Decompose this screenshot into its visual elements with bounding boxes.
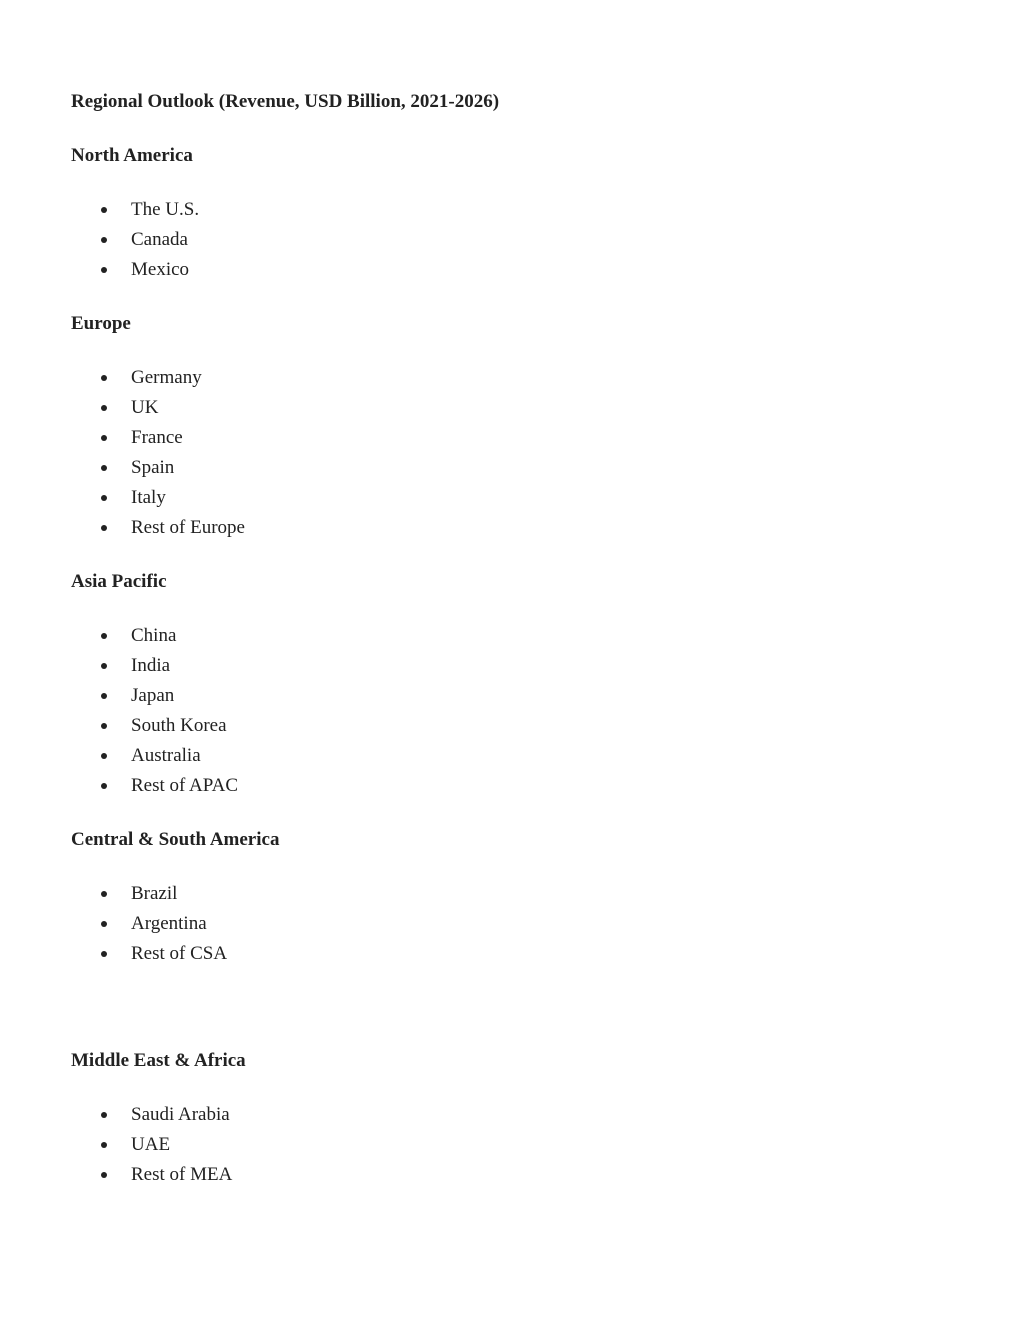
bullet-icon [101,435,107,441]
section-heading-europe: Europe [71,313,131,334]
document-page: Regional Outlook (Revenue, USD Billion, 2021-2026) North America The U.S. Canada Mexico Europe Germany UK France Spain Italy Rest of Europe Asia Pacific China India Japan South Korea Australia Rest of APAC Central & South America Brazil Argentina Rest of CSA Middle East & Africa Saudi Arabia UAE Rest of MEA [71,91,500,1185]
bullet-icon [101,783,107,789]
bullet-icon [101,1142,107,1148]
section-heading-asia-pacific: Asia Pacific [71,571,167,592]
section-heading-central-south-america: Central & South America [71,829,280,850]
bullet-icon [101,375,107,381]
bullet-icon [101,495,107,501]
bullet-icon [101,465,107,471]
bullet-icon [101,753,107,759]
bullet-icon [101,633,107,639]
bullet-icon [101,693,107,699]
bullet-icon [101,921,107,927]
section-heading-north-america: North America [71,145,193,166]
bullet-icon [101,207,107,213]
document-title: Regional Outlook (Revenue, USD Billion, 2021-2026) [71,91,500,112]
bullet-icon [101,951,107,957]
bullet-icon [101,1112,107,1118]
section-heading-middle-east-africa: Middle East & Africa [71,1050,246,1071]
bullet-icon [101,891,107,897]
bullet-icon [101,267,107,273]
bullet-icon [101,1172,107,1178]
bullet-icon [101,405,107,411]
bullet-icon [101,663,107,669]
bullet-icon [101,525,107,531]
bullet-icon [101,723,107,729]
bullet-icon [101,237,107,243]
